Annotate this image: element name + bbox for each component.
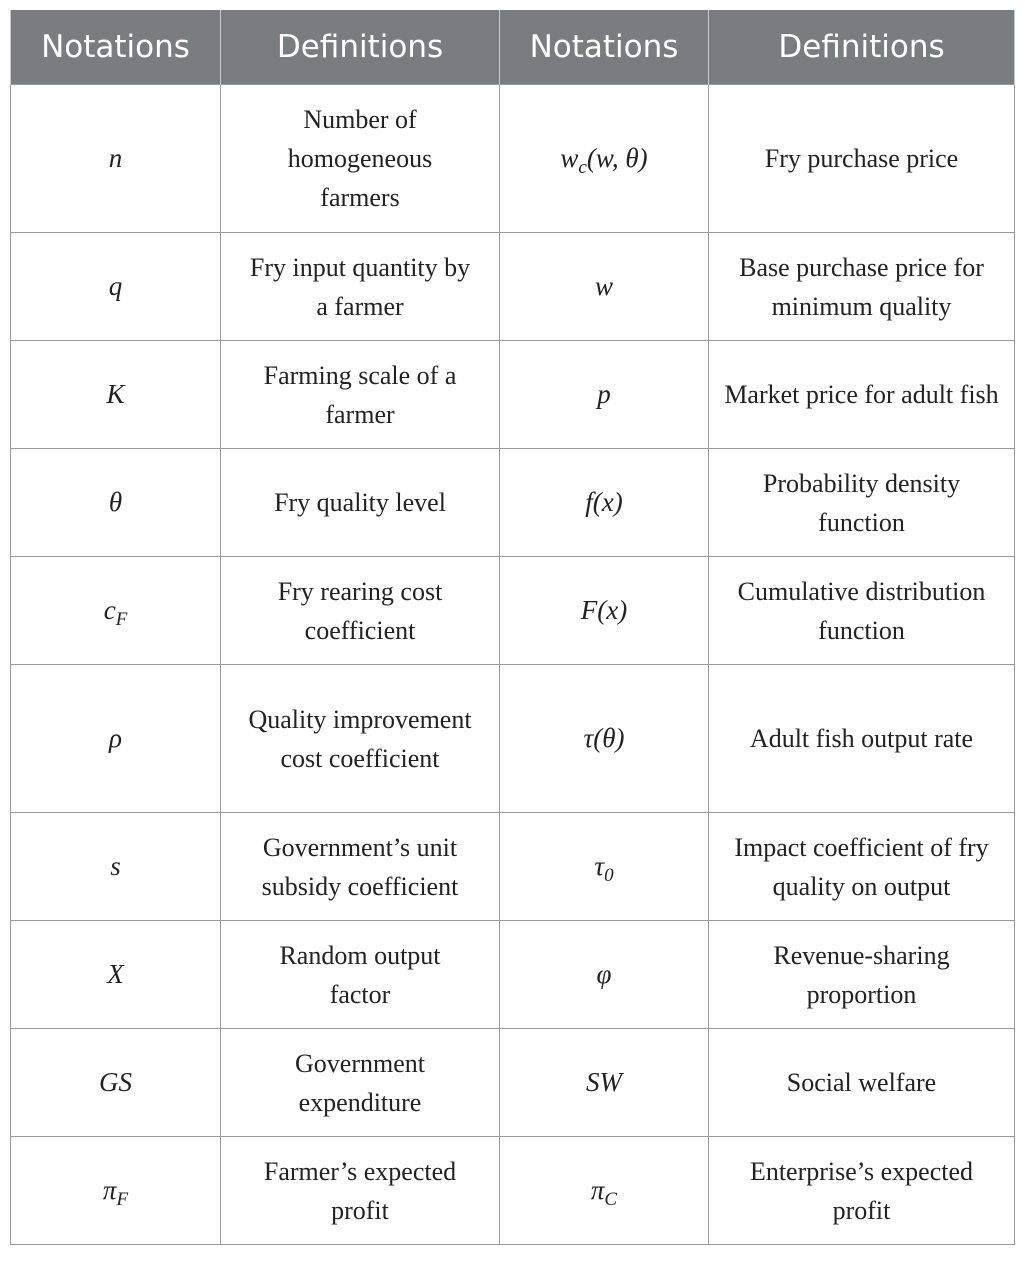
- table-row: [11, 85, 1015, 233]
- definition-cell: Fry quality level: [221, 449, 500, 557]
- definition-cell: Government’s unit subsidy coefficient: [221, 813, 500, 921]
- definition-cell: Adult fish output rate: [709, 665, 1015, 813]
- notation-cell: τ(θ): [500, 665, 709, 813]
- table-row: [11, 921, 1015, 1029]
- definition-cell: Farmer’s expected profit: [221, 1137, 500, 1245]
- notation-cell: q: [11, 233, 221, 341]
- table-body: [11, 85, 1015, 1245]
- notation-cell: $w_c(w$, θ): [500, 85, 709, 233]
- notation-cell: s: [11, 813, 221, 921]
- definition-cell: Number of homogeneous farmers: [221, 85, 500, 233]
- notation-cell: n: [11, 85, 221, 233]
- table-row: [11, 557, 1015, 665]
- notation-cell: $\tau_0$: [500, 813, 709, 921]
- notation-cell: w: [500, 233, 709, 341]
- notation-cell: f(x): [500, 449, 709, 557]
- table-row: [11, 1137, 1015, 1245]
- notation-cell: K: [11, 341, 221, 449]
- notation-cell: $\pi_F$: [11, 1137, 221, 1245]
- definition-cell: Revenue-sharing proportion: [709, 921, 1015, 1029]
- definition-cell: Farming scale of a farmer: [221, 341, 500, 449]
- notation-cell: F(x): [500, 557, 709, 665]
- table-row: [11, 341, 1015, 449]
- definition-cell: Impact coefficient of fry quality on output: [709, 813, 1015, 921]
- definition-cell: Fry input quantity by a farmer: [221, 233, 500, 341]
- definition-cell: Fry purchase price: [709, 85, 1015, 233]
- definition-cell: Market price for adult fish: [709, 341, 1015, 449]
- notation-cell: $\pi_C$: [500, 1137, 709, 1245]
- notation-cell: φ: [500, 921, 709, 1029]
- table-row: [11, 1029, 1015, 1137]
- header-notations: Notations: [500, 10, 709, 85]
- header-row: [11, 10, 1015, 85]
- notation-cell: ρ: [11, 665, 221, 813]
- notation-cell: X: [11, 921, 221, 1029]
- definition-cell: Quality improvement cost coefficient: [221, 665, 500, 813]
- definition-cell: Government expenditure: [221, 1029, 500, 1137]
- header-definitions: Definitions: [221, 10, 500, 85]
- definition-cell: Social welfare: [709, 1029, 1015, 1137]
- table-row: [11, 449, 1015, 557]
- definition-cell: Probability density function: [709, 449, 1015, 557]
- definition-cell: Random output factor: [221, 921, 500, 1029]
- definition-cell: Base purchase price for minimum quality: [709, 233, 1015, 341]
- table-row: [11, 233, 1015, 341]
- header-notations: Notations: [11, 10, 221, 85]
- notation-cell: $c_F$: [11, 557, 221, 665]
- table-header: [11, 10, 1015, 85]
- table-row: [11, 813, 1015, 921]
- notation-cell: θ: [11, 449, 221, 557]
- definition-cell: Fry rearing cost coefficient: [221, 557, 500, 665]
- notation-cell: p: [500, 341, 709, 449]
- notation-cell: SW: [500, 1029, 709, 1137]
- notation-table: [10, 10, 1015, 1245]
- notation-cell: GS: [11, 1029, 221, 1137]
- header-definitions: Definitions: [709, 10, 1015, 85]
- table-row: [11, 665, 1015, 813]
- definition-cell: Enterprise’s expected profit: [709, 1137, 1015, 1245]
- definition-cell: Cumulative distribution function: [709, 557, 1015, 665]
